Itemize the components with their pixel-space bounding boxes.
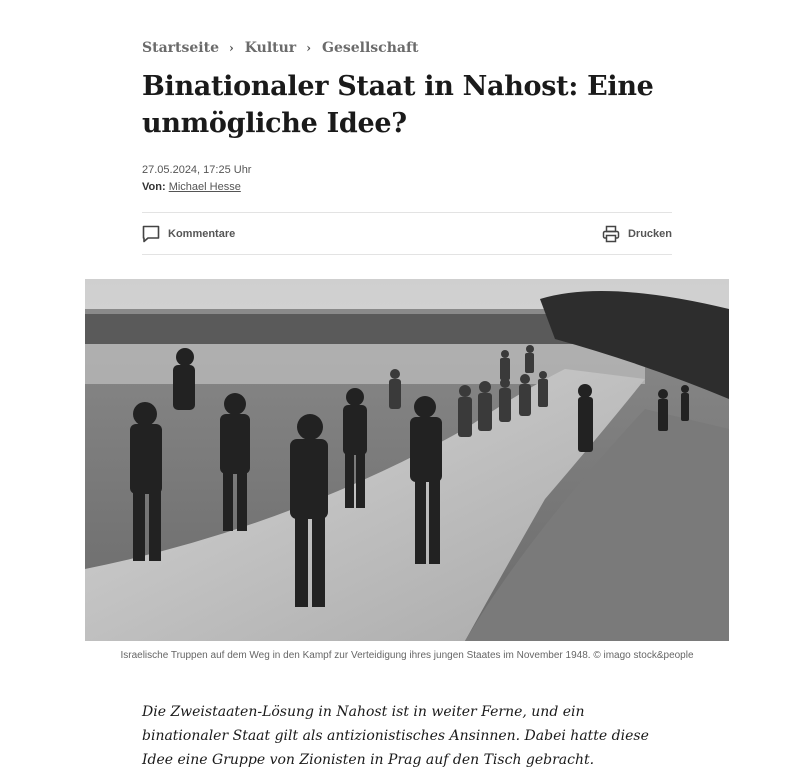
print-button[interactable]: [602, 225, 672, 243]
breadcrumb-separator: ›: [306, 41, 311, 55]
breadcrumb-separator: ›: [228, 41, 234, 55]
breadcrumb-kultur[interactable]: Kultur: [244, 40, 297, 56]
page-title: Binationaler Staat in Nahost: Eine unmögliche Idee?: [142, 71, 654, 139]
publish-date: 27.05.2024, 17:25 Uhr: [142, 164, 252, 176]
hero-image: [85, 279, 729, 641]
byline: [142, 179, 251, 196]
soldiers-photo: [85, 279, 729, 641]
comments-button[interactable]: [142, 225, 235, 243]
breadcrumb-startseite[interactable]: Startseite: [142, 40, 219, 56]
article-toolbar: [142, 212, 672, 255]
print-label: Drucken: [627, 227, 672, 240]
comment-icon: [142, 225, 160, 243]
breadcrumb-gesellschaft[interactable]: Gesellschaft: [322, 40, 419, 56]
printer-icon: [602, 225, 620, 243]
author-link[interactable]: Michael Hesse: [168, 181, 241, 193]
article-lead: Die Zweistaaten-Lösung in Nahost ist in weiter Ferne, und ein binationaler Staat gilt als antizionistisches Ansinnen. Dabei hatte diese Idee eine Gruppe von Zionisten in Prag auf den Tisch gebracht.: [142, 704, 649, 768]
image-caption: Israelische Truppen auf dem Weg in den Kampf zur Verteidigung ihres jungen Staates im November 1948. © imago stock&people: [120, 650, 694, 661]
byline-label: Von:: [142, 181, 166, 193]
comments-label: Kommentare: [168, 227, 236, 240]
article-meta: [142, 162, 251, 196]
breadcrumb: [142, 40, 418, 56]
